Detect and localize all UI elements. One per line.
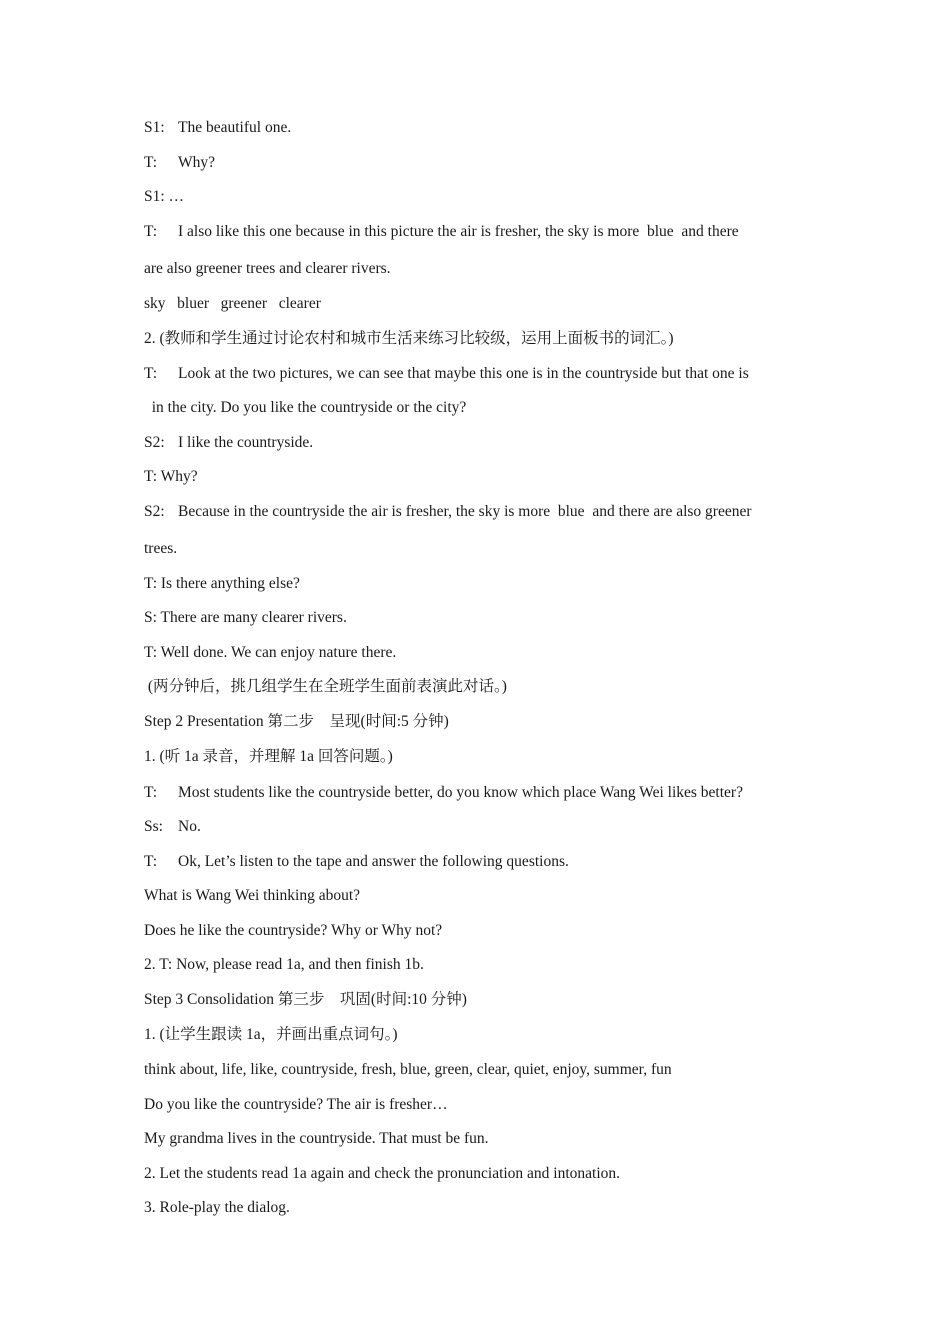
line-text: Look at the two pictures, we can see that maybe this one is in the countryside but that one is xyxy=(178,365,749,382)
text-line xyxy=(144,1095,448,1115)
line-text: The beautiful one. xyxy=(178,119,292,136)
text-line xyxy=(144,259,391,279)
instruction-line xyxy=(144,747,393,767)
vocabulary-line xyxy=(144,294,321,314)
line-text: T: Why? xyxy=(144,468,198,485)
line-text: 1. (听 1a 录音，并理解 1a 回答问题。) xyxy=(144,748,393,765)
step-heading xyxy=(144,712,449,732)
speaker-label: T: xyxy=(144,154,158,171)
line-text: Most students like the countryside better, do you know which place Wang Wei likes better? xyxy=(178,784,743,801)
dialog-line xyxy=(144,467,198,487)
line-text: sky bluer greener clearer xyxy=(144,295,321,312)
question-line xyxy=(144,886,360,906)
step-heading xyxy=(144,990,467,1010)
instruction-line xyxy=(144,677,507,697)
instruction-line xyxy=(144,1198,290,1218)
dialog-line xyxy=(144,817,201,837)
dialog-line xyxy=(144,433,313,453)
line-text: Step 3 Consolidation 第三步 巩固(时间:10 分钟) xyxy=(144,991,467,1008)
line-text: think about, life, like, countryside, fresh, blue, green, clear, quiet, enjoy, summer, fun xyxy=(144,1061,672,1078)
dialog-line xyxy=(144,187,184,207)
line-text: Does he like the countryside? Why or Why not? xyxy=(144,922,443,939)
line-text: What is Wang Wei thinking about? xyxy=(144,887,361,904)
dialog-line xyxy=(144,608,347,628)
line-text: Ok, Let’s listen to the tape and answer the following questions. xyxy=(178,853,569,870)
line-text: are also greener trees and clearer rivers. xyxy=(144,260,391,277)
text-line xyxy=(144,398,466,418)
speaker-label: S2: xyxy=(144,434,165,451)
line-text: Why? xyxy=(178,154,216,171)
line-text: Do you like the countryside? The air is fresher… xyxy=(144,1096,448,1113)
line-text: No. xyxy=(178,818,201,835)
text-line xyxy=(144,1129,489,1149)
instruction-line xyxy=(144,1025,398,1045)
speaker-label: S2: xyxy=(144,503,165,520)
line-text: S1: … xyxy=(144,188,185,205)
dialog-line xyxy=(144,118,291,138)
instruction-line xyxy=(144,1164,620,1184)
line-text: 2. Let the students read 1a again and check the pronunciation and intonation. xyxy=(144,1165,621,1182)
line-text: T: Is there anything else? xyxy=(144,575,300,592)
dialog-line xyxy=(144,574,300,594)
dialog-line xyxy=(144,502,752,522)
dialog-line xyxy=(144,783,743,803)
vocabulary-line xyxy=(144,1060,672,1080)
line-text: 1. (让学生跟读 1a，并画出重点词句。) xyxy=(144,1026,398,1043)
line-text: T: Well done. We can enjoy nature there. xyxy=(144,644,397,661)
line-text: Because in the countryside the air is fresher, the sky is more blue and there are also greener xyxy=(178,503,752,520)
instruction-line xyxy=(144,955,424,975)
text-line xyxy=(144,539,177,559)
line-text: (两分钟后，挑几组学生在全班学生面前表演此对话。) xyxy=(144,678,507,695)
dialog-line xyxy=(144,643,396,663)
dialog-line xyxy=(144,153,215,173)
line-text: trees. xyxy=(144,540,178,557)
speaker-label: T: xyxy=(144,365,158,382)
speaker-label: T: xyxy=(144,223,158,240)
dialog-line xyxy=(144,222,739,242)
line-text: 2. T: Now, please read 1a, and then finish 1b. xyxy=(144,956,424,973)
line-text: Step 2 Presentation 第二步 呈现(时间:5 分钟) xyxy=(144,713,449,730)
speaker-label: T: xyxy=(144,853,158,870)
speaker-label: T: xyxy=(144,784,158,801)
line-text: 3. Role-play the dialog. xyxy=(144,1199,290,1216)
line-text: I also like this one because in this picture the air is fresher, the sky is more blue and there xyxy=(178,223,739,240)
line-text: in the city. Do you like the countryside or the city? xyxy=(144,399,467,416)
instruction-line xyxy=(144,329,674,349)
dialog-line xyxy=(144,852,569,872)
speaker-label: Ss: xyxy=(144,818,163,835)
line-text: I like the countryside. xyxy=(178,434,314,451)
line-text: My grandma lives in the countryside. That must be fun. xyxy=(144,1130,489,1147)
line-text: 2. (教师和学生通过讨论农村和城市生活来练习比较级，运用上面板书的词汇。) xyxy=(144,330,674,347)
question-line xyxy=(144,921,442,941)
speaker-label: S1: xyxy=(144,119,165,136)
line-text: S: There are many clearer rivers. xyxy=(144,609,347,626)
dialog-line xyxy=(144,364,749,384)
